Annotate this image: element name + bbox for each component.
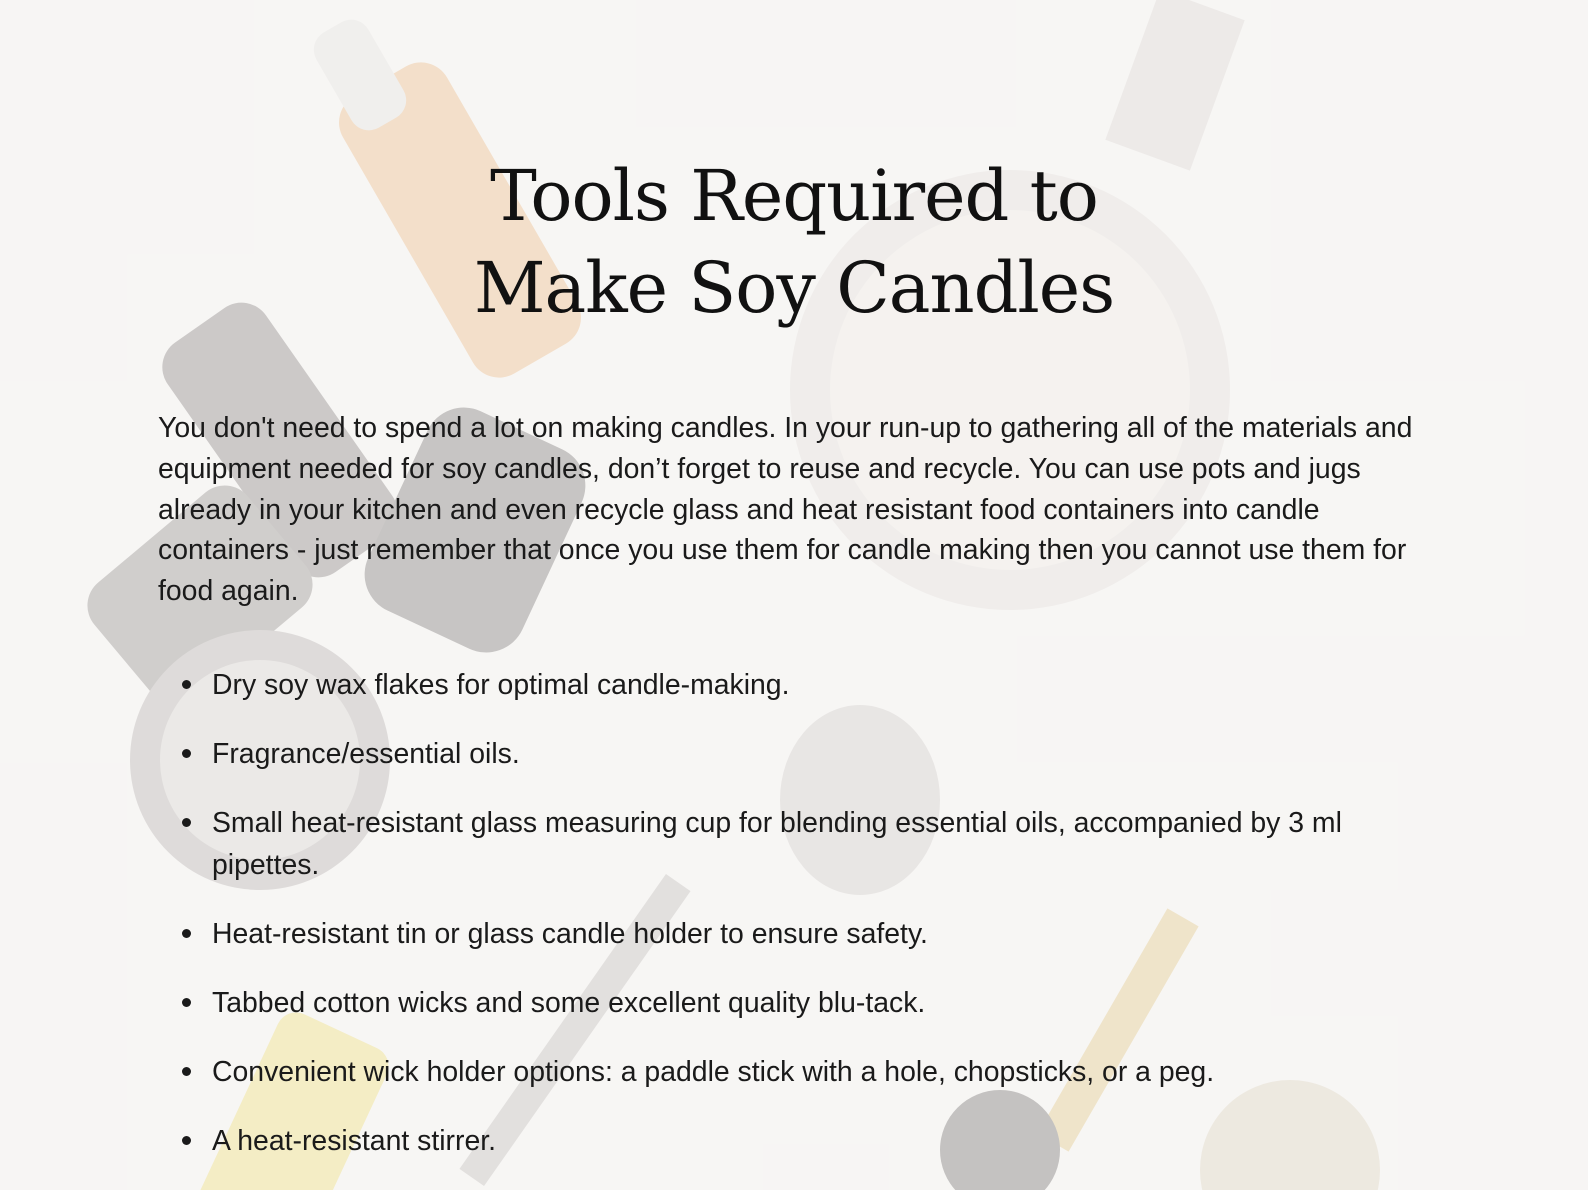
list-item <box>180 1051 1450 1093</box>
list-item-text: Fragrance/essential oils. <box>212 738 520 770</box>
list-item-text: A heat-resistant stirrer. <box>212 1125 497 1157</box>
list-item-text: Heat-resistant tin or glass candle holder to ensure safety. <box>212 918 928 950</box>
list-item <box>180 913 1450 955</box>
list-item <box>180 982 1450 1024</box>
list-item <box>180 1120 1450 1162</box>
bullet-icon <box>182 1136 191 1145</box>
list-item-text: Convenient wick holder options: a paddle stick with a hole, chopsticks, or a peg. <box>212 1056 1215 1088</box>
list-item <box>180 733 1450 775</box>
bullet-icon <box>182 929 191 938</box>
bullet-icon <box>182 998 191 1007</box>
bullet-icon <box>182 818 191 827</box>
page-title <box>0 150 1588 334</box>
bullet-icon <box>182 749 191 758</box>
bullet-icon <box>182 680 191 689</box>
bullet-icon <box>182 1067 191 1076</box>
title-line-1: Tools Required to <box>490 155 1098 237</box>
intro-paragraph: You don't need to spend a lot on making candles. In your run-up to gathering all of the materials and equipment needed for soy candles, don’t forget to reuse and recycle. You can use pots and jugs already in your kitchen and even recycle glass and heat resistant food containers into candle containers - just remember that once you use them for candle making then you cannot use them for food again. <box>158 412 1413 608</box>
title-line-2: Make Soy Candles <box>473 247 1115 329</box>
list-item <box>180 664 1450 706</box>
list-item-text: Tabbed cotton wicks and some excellent quality blu-tack. <box>212 987 926 1019</box>
list-item <box>180 802 1450 886</box>
list-item-text: Dry soy wax flakes for optimal candle-making. <box>212 669 790 701</box>
tools-list <box>180 664 1450 1189</box>
list-item-text: Small heat-resistant glass measuring cup for blending essential oils, accompanied by 3 ml pipettes. <box>212 807 1342 881</box>
